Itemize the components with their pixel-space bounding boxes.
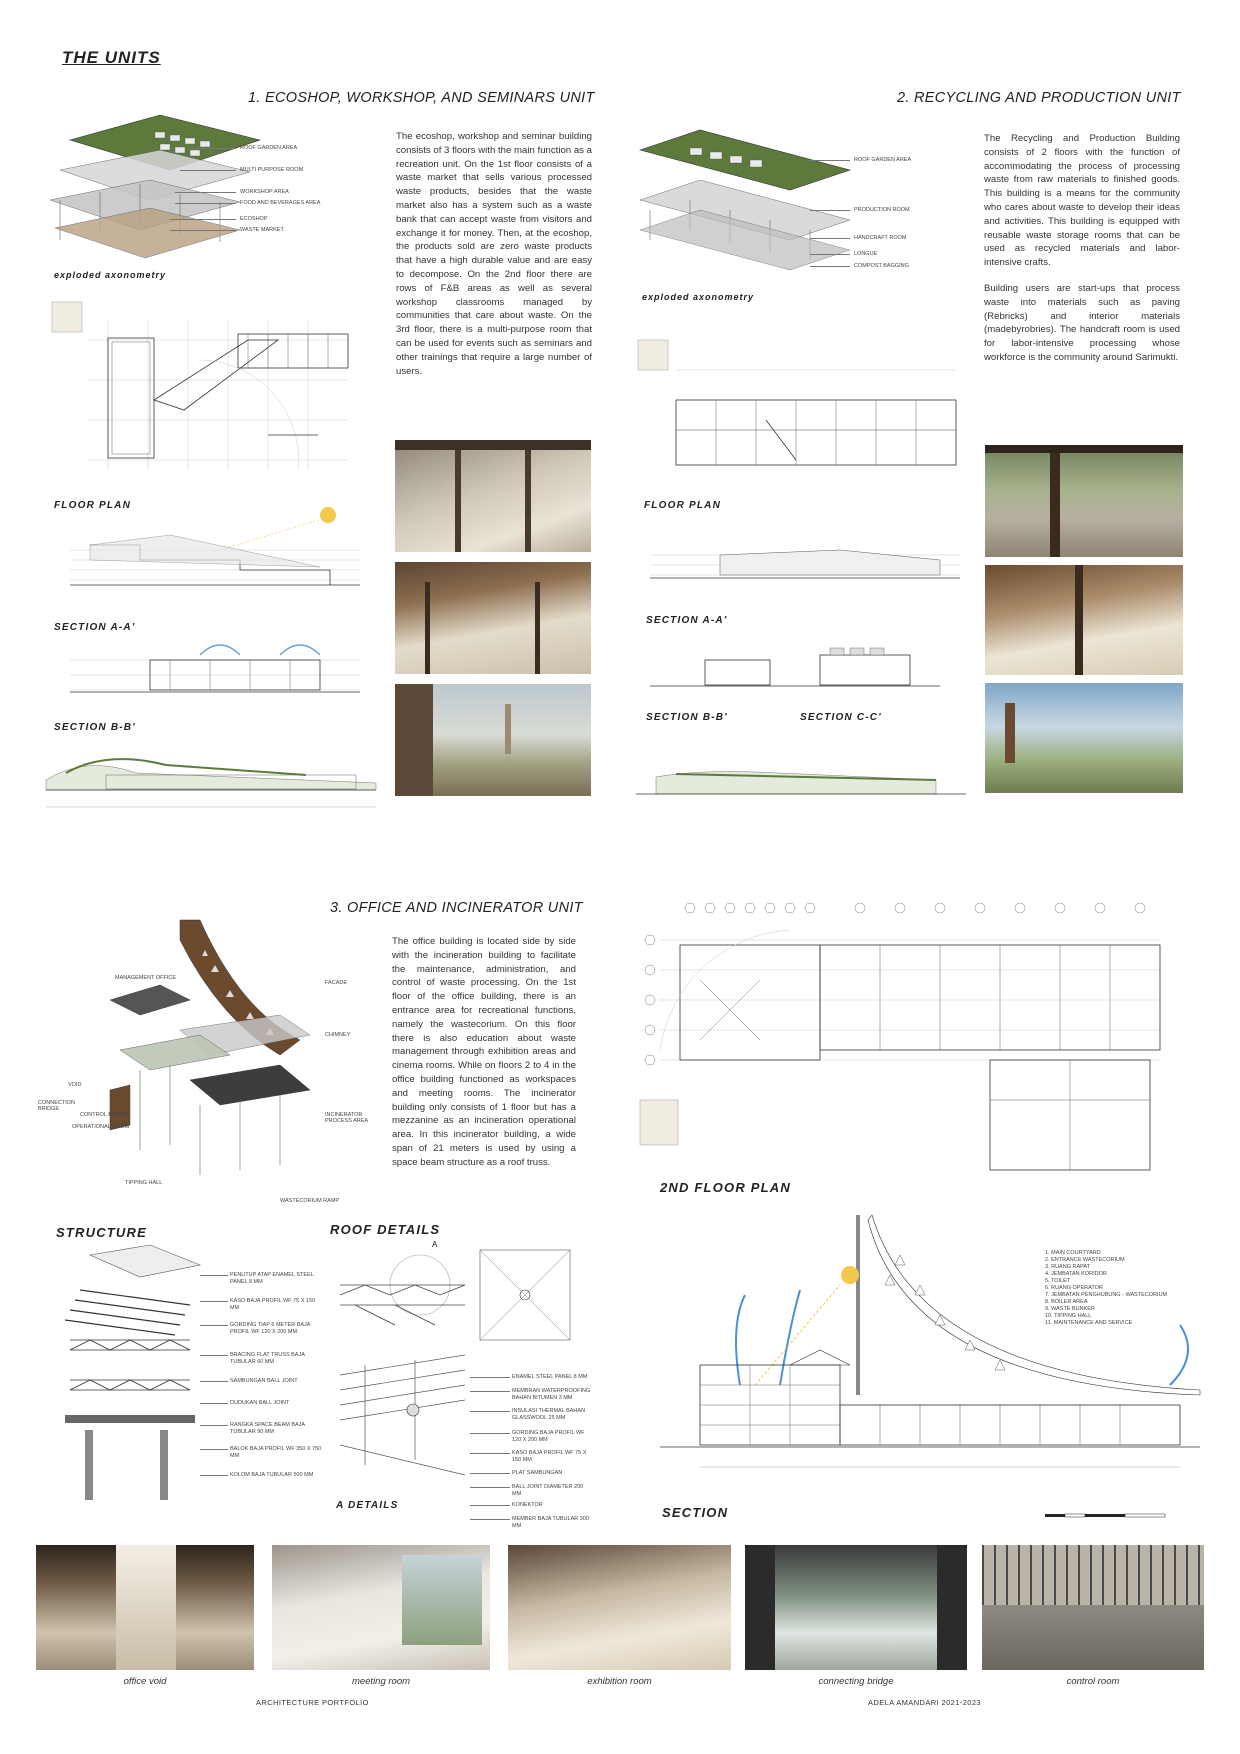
unit1-axo-tag: ECOSHOP [240, 216, 268, 222]
unit1-axo-tag: WASTE MARKET [240, 227, 284, 233]
unit1-description: The ecoshop, workshop and seminar building consists of 3 floors with the main function as a recreation unit. On the 1st floor consists of a waste market that sells various processed waste products, besides that the waste market also has a system such as a waste bank that can accept waste from visitors and exchange it for money. Then, at the ecoshop, the products sold are zero waste products that have a high durable value and are easy to decompose. On the 2nd floor there are rows of F&B areas as well as several workshop classrooms managed by communities that care about waste. On the 3rd floor, there is a multi-purpose room that can be used for events such as seminars and other trainings that require a large number of users. [396, 131, 592, 377]
unit1-axo-tag: FOOD AND BEVERAGES AREA [240, 200, 321, 206]
unit3-axo-tag: MANAGEMENT OFFICE [115, 975, 177, 981]
structure-tag: RANGKA SPACE BEAM BAJA TUBULAR 90 MM [230, 1422, 305, 1435]
unit1-section-a-label: SECTION A-A' [54, 622, 136, 633]
section-legend-item: 6. RUANG OPERATOR [1045, 1285, 1103, 1291]
roof-tag: PLAT SAMBUNGAN [512, 1470, 563, 1476]
section-legend-item: 7. JEMBATAN PENGHUBUNG - WASTECORIUM [1045, 1292, 1168, 1298]
section-legend [1045, 1250, 1167, 1327]
structure-tag: KASO BAJA PROFIL WF 75 X 150 MM [230, 1298, 316, 1311]
unit1-section-b [60, 630, 360, 710]
unit1-floor-plan [48, 300, 368, 500]
gallery-photo-exhibition-room [508, 1545, 731, 1670]
unit2-section-a [640, 540, 960, 610]
section-legend-item: 8. BOILER AREA [1045, 1299, 1088, 1305]
page-title: THE UNITS [62, 48, 161, 67]
unit2-axo-tag: LONGUE [854, 251, 878, 257]
unit3-title: 3. OFFICE AND INCINERATOR UNIT [330, 900, 583, 916]
unit1-render-photo [395, 440, 591, 552]
gallery-caption: control room [1066, 1676, 1120, 1687]
unit3-axo-tag: INCINERATOR PROCESS AREA [325, 1112, 369, 1124]
unit2-render-photo [985, 683, 1183, 793]
unit1-floor-plan-label: FLOOR PLAN [54, 500, 131, 511]
unit2-floor-plan-label: FLOOR PLAN [644, 500, 721, 511]
unit2-elevation [636, 752, 966, 807]
gallery-photo-office-void [36, 1545, 254, 1670]
structure-tag: BALOK BAJA PROFIL WF 350 X 750 MM [230, 1446, 322, 1459]
unit3-floor-plan [640, 890, 1200, 1210]
unit3-axo-tag: CONNECTION BRIDGE [38, 1100, 75, 1112]
structure-tag: PENUTUP ATAP ENAMEL STEEL PANEL 8 MM [230, 1272, 314, 1285]
roof-tag: KASO BAJA PROFIL WF 75 X 150 MM [512, 1450, 587, 1463]
unit1-axo-tag: WORKSHOP AREA [240, 189, 289, 195]
unit3-axo-tag: TIPPING HALL [125, 1180, 163, 1186]
unit2-axo-tag: COMPOST BAGGING [854, 263, 909, 269]
roof-tag: MEMBRAN WATERPROOFING BAHAN BITUMEN 3 MM [512, 1388, 591, 1401]
unit2-description-1: The Recycling and Production Building consists of 2 floors with the function of accommodating the process of processing waste from raw materials to finished goods. This building is a means for the community who cares about waste to develop their ideas and activities. This building is equipped with reusable waste storage rooms that can be used as recycled materials and labor-intensive crafts. [984, 133, 1180, 269]
structure-tag: KOLOM BAJA TUBULAR 500 MM [230, 1472, 314, 1478]
unit2-section-b-label: SECTION B-B' [646, 712, 728, 723]
roof-tag: GORDING BAJA PROFIL WF 120 X 200 MM [512, 1430, 585, 1443]
structure-tag: GORDING TIAP 6 METER BAJA PROFIL WF 120 X 200 MM [230, 1322, 311, 1335]
unit2-section-a-label: SECTION A-A' [646, 615, 728, 626]
gallery-caption: connecting bridge [818, 1676, 894, 1687]
unit2-section-b [640, 640, 940, 705]
section-legend-item: 3. RUANG RAPAT [1045, 1264, 1091, 1270]
unit3-description: The office building is located side by side with the incineration building to facilitate the maintenance, administration, and control of waste processing. On the 1st floor of the office building, there is an entrance area for recreational functions, namely the wastecorium. On this floor there is also education about waste management through exhibition areas and cinema rooms. While on floors 2 to 4 in the office building functioned as workspaces and meeting rooms. The incinerator building only consists of 1 floor but has a mezzanine as an incineration operational area. In this incinerator building, a wide span of 21 meters is used by using a space beam structure as a roof truss. [392, 936, 576, 1168]
unit2-axo-label: exploded axonometry [642, 292, 755, 302]
unit1-render-photo [395, 562, 591, 674]
unit3-section-label: SECTION [662, 1505, 729, 1520]
unit3-axo-tag: OPERATIONAL ROOM [72, 1124, 130, 1130]
unit1-section-a [60, 505, 360, 605]
unit3-axo-tag: FACADE [325, 980, 348, 986]
roof-details-label: ROOF DETAILS [330, 1222, 441, 1237]
unit1-axo-tag: MULTI PURPOSE ROOM [240, 167, 304, 173]
unit3-exploded-axonometry [80, 920, 320, 1200]
unit1-axo-tag: ROOF GARDEN AREA [240, 145, 298, 151]
unit2-render-photo [985, 445, 1183, 557]
unit2-description-2: Building users are start-ups that process waste into materials such as paving (Rebricks) and interior materials (madebyrobries). The handcraft room is used for labor-intensive processing whose workforce is the community around Sarimukti. [984, 283, 1180, 363]
section-legend-item: 4. JEMBATAN KORIDOR [1045, 1271, 1107, 1277]
structure-exploded-diagram [60, 1245, 210, 1505]
unit2-title: 2. RECYCLING AND PRODUCTION UNIT [897, 90, 1181, 106]
section-legend-item: 9. WASTE BUNKER [1045, 1306, 1095, 1312]
unit2-axo-tag: PRODUCTION ROOM [854, 207, 910, 213]
footer-left: ARCHITECTURE PORTFOLIO [256, 1698, 369, 1707]
unit1-section-b-label: SECTION B-B' [54, 722, 136, 733]
unit3-axo-tag: CHIMNEY [325, 1032, 351, 1038]
structure-tag: DUDUKAN BALL JOINT [230, 1400, 290, 1406]
scale-bar [1045, 1510, 1175, 1522]
roof-tag: INSULASI THERMAL BAHAN GLASSWOOL 25 MM [512, 1408, 586, 1421]
unit1-elevation [46, 745, 376, 815]
unit2-axo-tag: HANDCRAFT ROOM [854, 235, 907, 241]
unit3-axo-tag: VOID [68, 1082, 82, 1088]
structure-label: STRUCTURE [56, 1225, 147, 1240]
roof-a-details-label: A DETAILS [336, 1500, 399, 1511]
section-legend-item: 5. TOILET [1045, 1278, 1071, 1284]
unit2-axo-tag: ROOF GARDEN AREA [854, 157, 912, 163]
unit3-axo-tag: WASTECORIUM RAMP [280, 1198, 340, 1204]
roof-detail-marker: A [432, 1240, 438, 1249]
unit3-floor-plan-label: 2ND FLOOR PLAN [660, 1180, 791, 1195]
roof-tag: KONEKTOR [512, 1502, 543, 1508]
structure-tag: BRACING FLAT TRUSS BAJA TUBULAR 60 MM [230, 1352, 305, 1365]
gallery-photo-control-room [982, 1545, 1204, 1670]
roof-tag: BALL JOINT DIAMETER 200 MM [512, 1484, 584, 1497]
gallery-caption: meeting room [351, 1676, 411, 1687]
unit1-title: 1. ECOSHOP, WORKSHOP, AND SEMINARS UNIT [248, 90, 595, 106]
gallery-photo-connecting-bridge [745, 1545, 967, 1670]
section-legend-item: 2. ENTRANCE WASTECORIUM [1045, 1257, 1125, 1263]
unit2-render-photo [985, 565, 1183, 675]
gallery-caption: office void [123, 1676, 167, 1687]
roof-tag: ENAMEL STEEL PANEL 8 MM [512, 1374, 588, 1380]
footer-right: ADELA AMANDARI 2021-2023 [868, 1698, 981, 1707]
section-legend-item: 10. TIPPING HALL [1045, 1313, 1092, 1319]
section-legend-item: 1. MAIN COURTYARD [1045, 1250, 1101, 1256]
unit2-exploded-axonometry [630, 130, 850, 280]
unit2-section-c-label: SECTION C-C' [800, 712, 882, 723]
structure-tag: SAMBUNGAN BALL JOINT [230, 1378, 298, 1384]
section-legend-item: 11. MAINTENANCE AND SERVICE [1045, 1320, 1133, 1326]
gallery-photo-meeting-room [272, 1545, 490, 1670]
unit1-axo-label: exploded axonometry [54, 270, 167, 280]
unit3-axo-tag: CONTROL BRIDGE [80, 1112, 130, 1118]
gallery-caption: exhibition room [587, 1676, 652, 1687]
roof-tag: MEMBER BAJA TUBULAR 300 MM [512, 1516, 589, 1529]
unit1-render-photo [395, 684, 591, 796]
unit2-floor-plan [636, 340, 966, 500]
unit1-exploded-axonometry [40, 110, 270, 270]
